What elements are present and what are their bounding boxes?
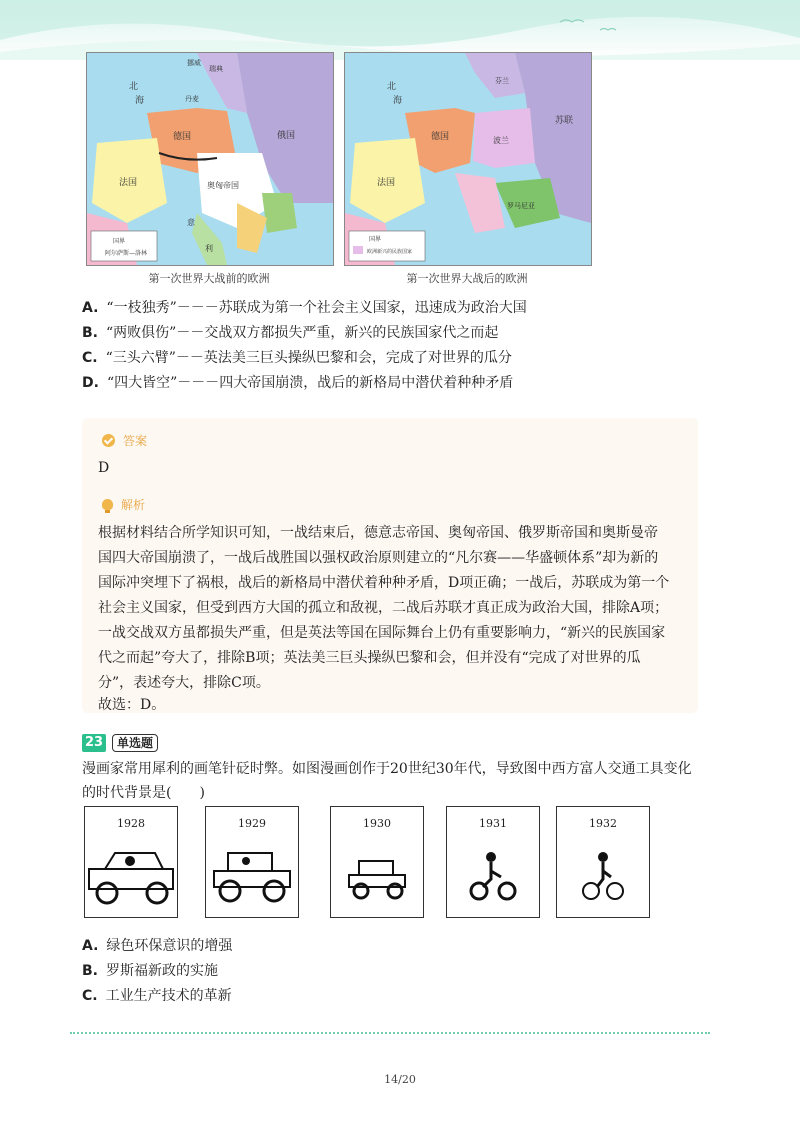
cartoon-panel-1931: 1931 <box>446 806 540 918</box>
car-drawing <box>206 841 298 911</box>
motorcycle-drawing <box>447 841 539 911</box>
analysis-line: 社会主义国家，但受到西方大国的孤立和敌视，二战后苏联才真正成为政治大国，排除A项； <box>98 600 669 616</box>
analysis-line: 国四大帝国崩溃了，一战后战胜国以强权政治原则建立的“凡尔赛——华盛顿体系”却为新的 <box>98 550 659 566</box>
svg-text:德国: 德国 <box>173 132 192 142</box>
europe-map-before <box>87 53 333 265</box>
question-stem: 的时代背景是( ) <box>82 785 205 801</box>
map-after-ww1 <box>344 52 592 266</box>
svg-text:北: 北 <box>129 82 139 92</box>
header-decoration <box>0 0 800 60</box>
svg-text:北: 北 <box>387 82 397 92</box>
map-caption-after: 第一次世界大战后的欧洲 <box>406 272 528 285</box>
bicycle-drawing <box>557 841 649 911</box>
answer-label: 答案 <box>102 432 147 449</box>
answer-box <box>82 418 698 713</box>
check-icon <box>102 434 115 447</box>
svg-text:丹麦: 丹麦 <box>185 95 199 103</box>
question-number: 23 <box>82 734 106 752</box>
svg-text:波兰: 波兰 <box>493 136 509 145</box>
q23-option-c[interactable]: C. 工业生产技术的革新 <box>82 988 232 1004</box>
svg-text:海: 海 <box>393 96 403 106</box>
svg-text:罗马尼亚: 罗马尼亚 <box>507 202 535 210</box>
map-caption-before: 第一次世界大战前的欧洲 <box>148 272 270 285</box>
option-b[interactable]: B. “两败俱伤”－－交战双方都损失严重，新兴的民族国家代之而起 <box>82 325 499 341</box>
legend-border: 国界 <box>113 238 126 245</box>
analysis-line: 国际冲突埋下了祸根，战后的新格局中潜伏着种种矛盾，D项正确；一战后，苏联成为第一个 <box>98 575 670 591</box>
question-stem: 漫画家常用犀利的画笔针砭时弊。如图漫画创作于20世纪30年代，导致图中西方富人交通工具变化 <box>82 761 692 777</box>
option-c[interactable]: C. “三头六臂”－－英法美三巨头操纵巴黎和会，完成了对世界的瓜分 <box>82 350 512 366</box>
cartoon-panel-1928: 1928 <box>84 806 178 918</box>
svg-text:利: 利 <box>205 244 213 253</box>
map-before-ww1 <box>86 52 334 266</box>
answer-value: D <box>98 460 110 476</box>
svg-text:芬兰: 芬兰 <box>495 77 509 85</box>
svg-text:挪威: 挪威 <box>187 59 201 67</box>
analysis-line: 故选：D。 <box>98 697 166 713</box>
option-d[interactable]: D. “四大皆空”－－－四大帝国崩溃，战后的新格局中潜伏着种种矛盾 <box>82 375 514 391</box>
analysis-line: 一战交战双方虽都损失严重，但是英法等国在国际舞台上仍有重要影响力，“新兴的民族国家 <box>98 625 666 641</box>
svg-text:俄国: 俄国 <box>277 131 296 141</box>
option-a[interactable]: A. “一枝独秀”－－－苏联成为第一个社会主义国家，迅速成为政治大国 <box>82 300 527 316</box>
limousine-drawing <box>85 841 177 911</box>
small-car-drawing <box>331 841 423 911</box>
svg-text:瑞典: 瑞典 <box>209 65 223 73</box>
svg-text:国界: 国界 <box>369 236 382 243</box>
legend-alsace: 阿尔萨斯—洛林 <box>105 250 148 257</box>
q23-option-b[interactable]: B. 罗斯福新政的实施 <box>82 963 218 979</box>
analysis-label: 解析 <box>102 496 145 513</box>
cartoon-panel-1930: 1930 <box>330 806 424 918</box>
svg-text:法国: 法国 <box>119 178 138 188</box>
analysis-line: 代之而起”夸大了，排除B项；英法美三巨头操纵巴黎和会，但并没有“完成了对世界的瓜 <box>98 650 641 666</box>
q23-option-a[interactable]: A. 绿色环保意识的增强 <box>82 938 233 954</box>
analysis-line: 根据材料结合所学知识可知，一战结束后，德意志帝国、奥匈帝国、俄罗斯帝国和奥斯曼帝 <box>98 525 658 541</box>
divider <box>70 1032 710 1034</box>
svg-text:海: 海 <box>135 96 145 106</box>
svg-text:欧洲新兴的民族国家: 欧洲新兴的民族国家 <box>367 249 413 255</box>
svg-text:德国: 德国 <box>431 132 450 142</box>
europe-map-after <box>345 53 591 265</box>
cartoon-panel-1932: 1932 <box>556 806 650 918</box>
svg-text:法国: 法国 <box>377 178 396 188</box>
lightbulb-icon <box>102 499 113 510</box>
svg-text:奥匈帝国: 奥匈帝国 <box>207 181 239 190</box>
analysis-line: 分”，表述夸大，排除C项。 <box>98 675 270 691</box>
svg-text:意: 意 <box>187 218 195 227</box>
cartoon-panel-1929: 1929 <box>205 806 299 918</box>
page-number: 14/20 <box>384 1073 416 1086</box>
question-type-badge: 单选题 <box>112 734 158 752</box>
svg-text:苏联: 苏联 <box>555 116 574 126</box>
